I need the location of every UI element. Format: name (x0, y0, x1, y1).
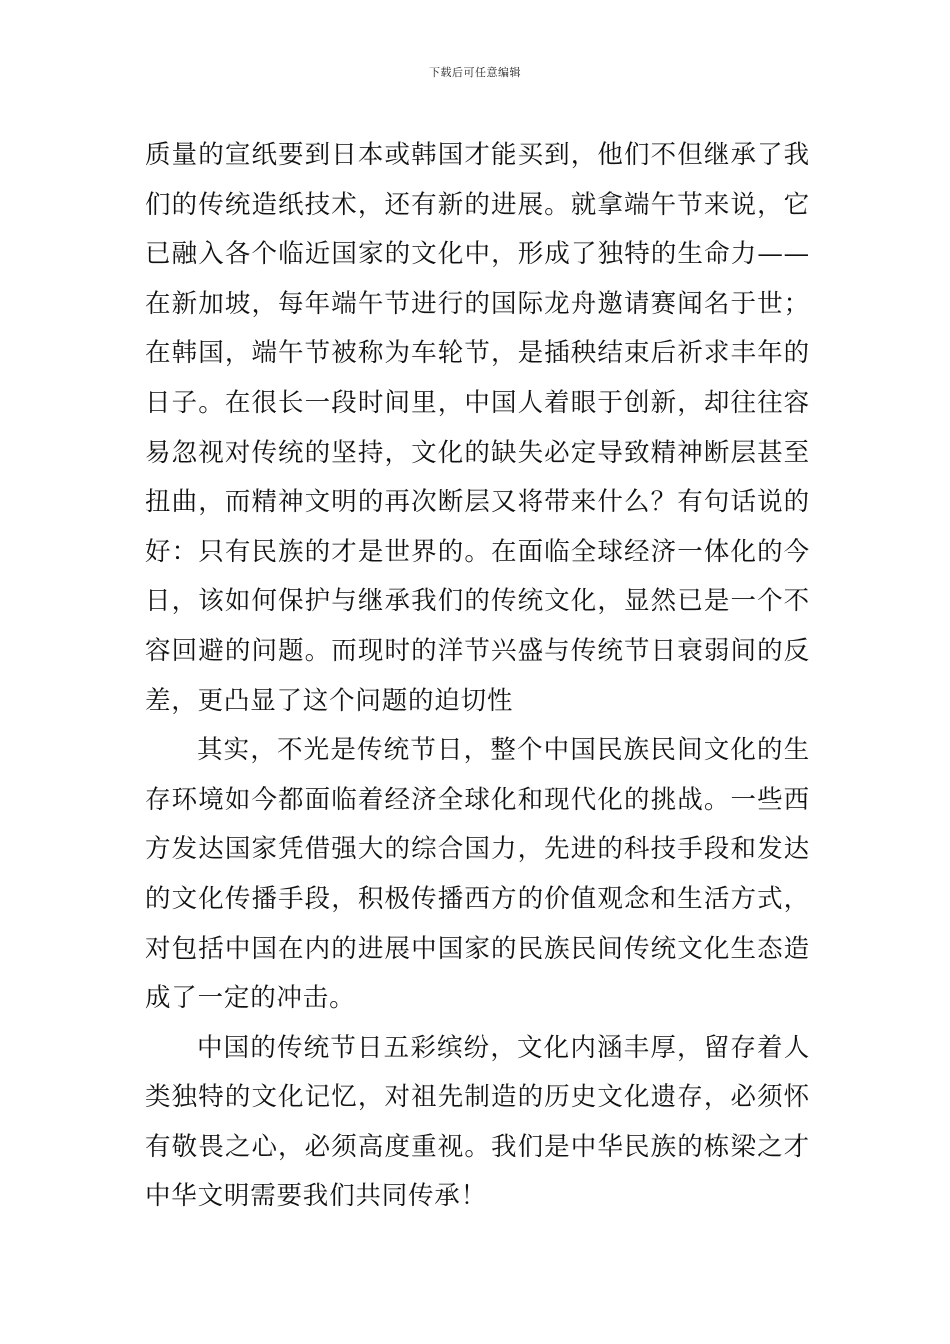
text-line: 容回避的问题。而现时的洋节兴盛与传统节日衰弱间的反 (145, 635, 810, 666)
text-line: 有敬畏之心，必须高度重视。我们是中华民族的栋梁之才 (145, 1131, 810, 1162)
paragraph-1 (145, 131, 810, 726)
text-line: 扭曲，而精神文明的再次断层又将带来什么？有句话说的 (145, 487, 810, 518)
text-line: 日，该如何保护与继承我们的传统文化，显然已是一个不 (145, 586, 810, 617)
text-line: 方发达国家凭借强大的综合国力，先进的科技手段和发达 (145, 834, 810, 865)
text-line: 差，更凸显了这个问题的迫切性 (145, 685, 514, 716)
text-line: 好：只有民族的才是世界的。在面临全球经济一体化的今 (145, 536, 810, 567)
paragraph-2 (145, 726, 810, 1024)
text-line: 在韩国，端午节被称为车轮节，是插秧结束后祈求丰年的 (145, 338, 810, 369)
text-line: 类独特的文化记忆，对祖先制造的历史文化遗存，必须怀 (145, 1082, 810, 1113)
text-line: 的文化传播手段，积极传播西方的价值观念和生活方式， (145, 883, 810, 914)
paragraph-3 (145, 1024, 810, 1222)
text-line: 成了一定的冲击。 (145, 983, 356, 1014)
text-line: 中国的传统节日五彩缤纷，文化内涵丰厚，留存着人 (197, 1032, 810, 1063)
text-line: 在新加坡，每年端午节进行的国际龙舟邀请赛闻名于世； (145, 288, 810, 319)
text-line: 质量的宣纸要到日本或韩国才能买到，他们不但继承了我 (145, 140, 810, 170)
text-line: 们的传统造纸技术，还有新的进展。就拿端午节来说，它 (145, 189, 810, 220)
page-header: 下载后可任意编辑 (429, 66, 521, 79)
text-line: 易忽视对传统的坚持，文化的缺失必定导致精神断层甚至 (145, 437, 810, 468)
text-line: 已融入各个临近国家的文化中，形成了独特的生命力—— (145, 239, 810, 270)
text-line: 对包括中国在内的进展中国家的民族民间传统文化生态造 (145, 933, 810, 964)
text-line: 日子。在很长一段时间里，中国人着眼于创新，却往往容 (145, 387, 810, 418)
text-line: 中华文明需要我们共同传承！ (145, 1181, 487, 1212)
document-body (145, 131, 810, 1222)
text-line: 存环境如今都面临着经济全球化和现代化的挑战。一些西 (145, 784, 810, 815)
text-line: 其实，不光是传统节日，整个中国民族民间文化的生 (197, 735, 810, 766)
